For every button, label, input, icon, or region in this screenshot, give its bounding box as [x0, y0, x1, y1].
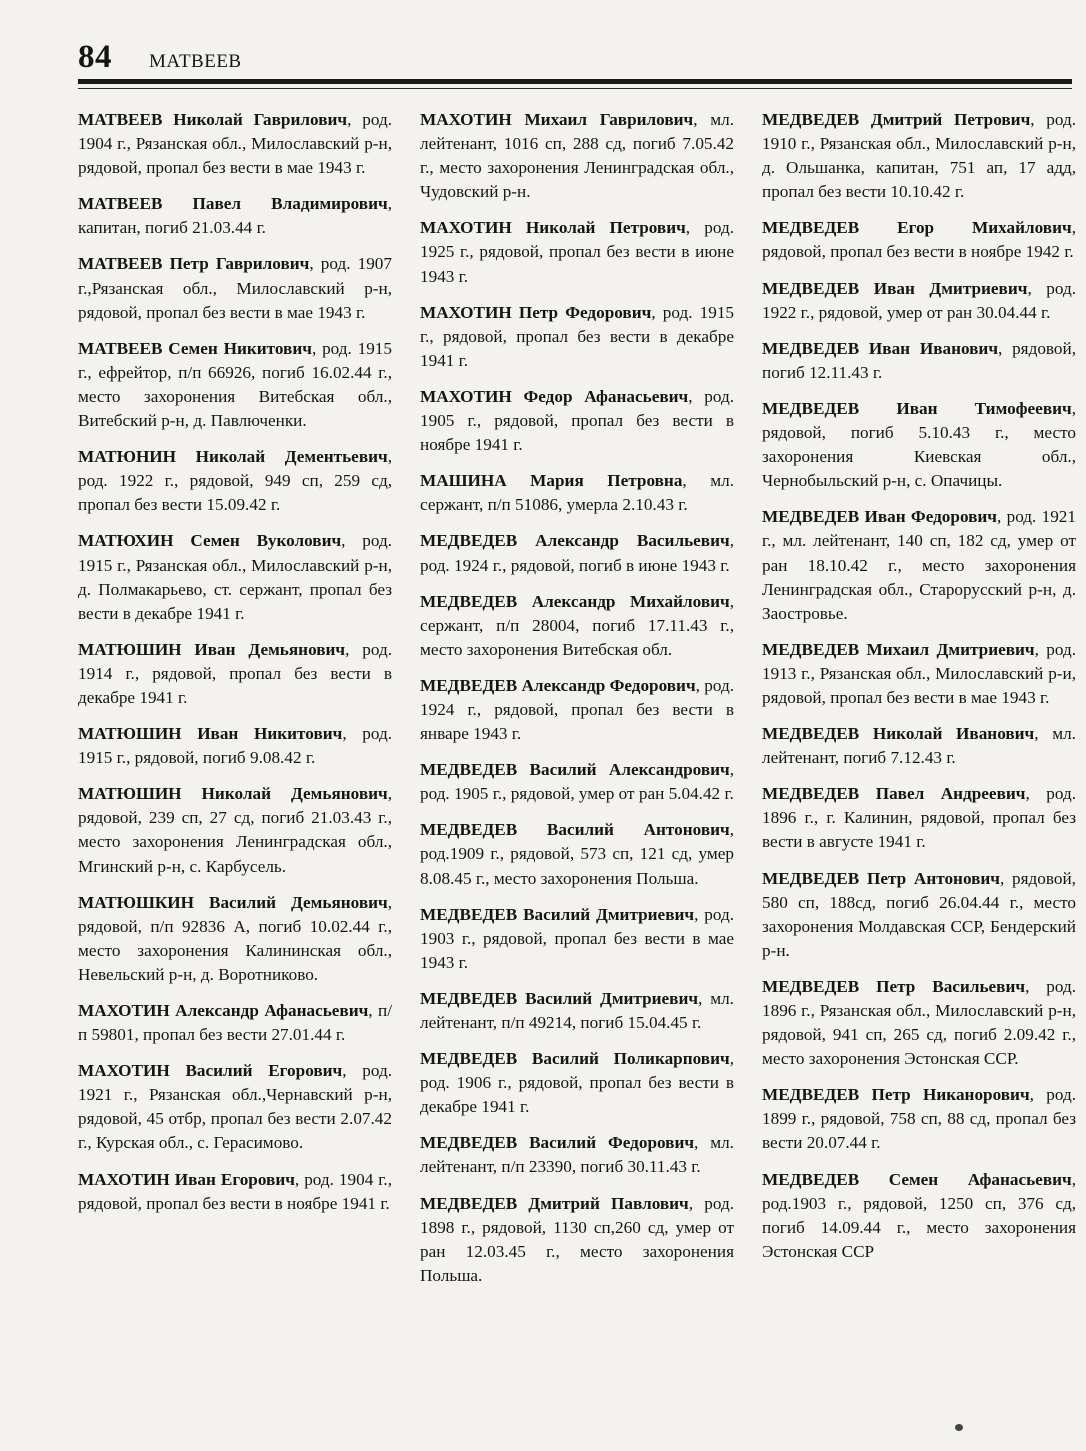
entry-name: МЕДВЕДЕВ Семен Афанасьевич [762, 1169, 1072, 1189]
entry-text: , род.1909 г., рядовой, 573 сп, 121 сд, умер 8.08.45 г., место захоронения Польша. [420, 820, 734, 888]
entry [420, 1131, 734, 1179]
entry-name: МЕДВЕДЕВ Иван Федорович [762, 507, 997, 527]
column-2 [420, 108, 734, 1300]
entry-name: МАТЮШИН Николай Демьянович [78, 784, 388, 804]
entry-name: МАТЮНИН Николай Дементьевич [78, 447, 388, 467]
entry [78, 999, 392, 1047]
entry-text: , мл. лейтенант, 1016 сп, 288 сд, погиб 7.05.42 г., место захоронения Ленинградская обл., Чудовский р-н. [420, 110, 734, 202]
running-head: МАТВЕЕВ [149, 51, 242, 72]
entry [762, 722, 1076, 770]
entry-name: МАТЮШИН Иван Демьянович [78, 639, 346, 659]
entry-name: МАХОТИН Михаил Гаврилович [420, 110, 694, 129]
entry-text: , п/п 59801, пропал без вести 27.01.44 г. [78, 1001, 392, 1045]
entry [762, 216, 1076, 264]
entry [78, 337, 392, 433]
entry-name: МАТВЕЕВ Николай Гаврилович [78, 110, 348, 129]
entry-name: МЕДВЕДЕВ Иван Дмитриевич [762, 278, 1028, 298]
entry-text: , сержант, п/п 28004, погиб 17.11.43 г., место захоронения Витебская обл. [420, 591, 734, 659]
entry [420, 987, 734, 1035]
entry [762, 782, 1076, 854]
entry [78, 782, 392, 878]
entry-name: МЕДВЕДЕВ Александр Михайлович [420, 591, 730, 611]
entry [762, 277, 1076, 325]
entry-text: , род. 1910 г., Рязанская обл., Милославский р-н, д. Ольшанка, капитан, 751 ап, 17 адд, пропал без вести 10.10.42 г. [762, 110, 1076, 202]
entry-text: , капитан, погиб 21.03.44 г. [78, 194, 392, 238]
entry [762, 975, 1076, 1071]
entry [420, 529, 734, 577]
entry [78, 529, 392, 625]
entry [420, 216, 734, 288]
entry [78, 638, 392, 710]
entry-text: , род. 1922 г., рядовой, умер от ран 30.04.44 г. [762, 278, 1076, 322]
entry [762, 867, 1076, 963]
entry-name: МЕДВЕДЕВ Василий Дмитриевич [420, 988, 699, 1008]
entry [78, 722, 392, 770]
column-3 [762, 108, 1076, 1276]
entry-text: , род.1903 г., рядовой, 1250 сп, 376 сд, погиб 14.09.44 г., место захоронения Эстонская ССР [762, 1169, 1076, 1261]
entry [420, 818, 734, 890]
entry-name: МЕДВЕДЕВ Василий Поликарпович [420, 1049, 730, 1069]
entry [420, 903, 734, 975]
entry-name: МАХОТИН Петр Федорович [420, 302, 652, 322]
entry-name: МЕДВЕДЕВ Дмитрий Павлович [420, 1193, 689, 1213]
entry [78, 252, 392, 324]
entry-text: , род. 1922 г., рядовой, 949 сп, 259 сд, пропал без вести 15.09.42 г. [78, 447, 392, 515]
entry-text: , рядовой, 580 сп, 188сд, погиб 26.04.44 г., место захоронения Молдавская ССР, Бендерский р-н. [762, 868, 1076, 960]
entry [762, 1168, 1076, 1264]
entry-text: , род. 1924 г., рядовой, пропал без вести в январе 1943 г. [420, 675, 734, 744]
entry [78, 108, 392, 180]
entry-name: МЕДВЕДЕВ Михаил Дмитриевич [762, 639, 1035, 659]
entry [762, 1083, 1076, 1155]
entry-name: МЕДВЕДЕВ Егор Михайлович [762, 218, 1072, 238]
entry [78, 1168, 392, 1216]
entry [420, 758, 734, 806]
entry [762, 108, 1076, 204]
entry [420, 385, 734, 457]
entry [762, 397, 1076, 493]
entry-name: МАХОТИН Иван Егорович [78, 1169, 295, 1189]
ink-stain [955, 1424, 963, 1431]
entry-name: МЕДВЕДЕВ Иван Тимофеевич [762, 398, 1072, 418]
entry-name: МАХОТИН Василий Егорович [78, 1061, 343, 1081]
entry-text: , род. 1904 г., Рязанская обл., Милославский р-н, рядовой, пропал без вести в мае 1943 г. [78, 110, 392, 178]
entry-text: , род. 1906 г., рядовой, пропал без вести в декабре 1941 г. [420, 1049, 734, 1117]
entry [420, 590, 734, 662]
entry-text: , род. 1896 г., Рязанская обл., Милославский р-н, рядовой, 941 сп, 265 сд, погиб 2.09.42 г., место захоронения Эстонская ССР. [762, 976, 1077, 1069]
entry-name: МЕДВЕДЕВ Петр Васильевич [762, 976, 1026, 996]
entry-name: МЕДВЕДЕВ Василий Федорович [420, 1133, 695, 1153]
entry-text: , мл. лейтенант, п/п 49214, погиб 15.04.45 г. [420, 988, 734, 1032]
entry-text: , род. 1915 г., рядовой, пропал без вести в декабре 1941 г. [420, 302, 735, 370]
entry-text: , род. 1913 г., Рязанская обл., Милославский р-и, рядовой, пропал без вести в мае 1943 г. [762, 639, 1076, 707]
entry [420, 469, 734, 517]
entry-text: , рядовой, погиб 12.11.43 г. [762, 338, 1076, 382]
entry [762, 505, 1076, 625]
entry [78, 445, 392, 517]
entry-name: МАТЮШИН Иван Никитович [78, 724, 343, 744]
entry-text: , род. 1925 г., рядовой, пропал без вести в июне 1943 г. [420, 218, 734, 286]
entry-text: , род. 1915 г., ефрейтор, п/п 66926, погиб 16.02.44 г., место захоронения Витебская обл., Витебский р-н, д. Павлюченки. [78, 338, 392, 431]
page-header [78, 40, 1026, 76]
entry-text: , род. 1898 г., рядовой, 1130 сп,260 сд, умер от ран 12.03.45 г., место захоронения Польша. [420, 1193, 734, 1285]
entry [420, 108, 734, 204]
entry-text: , род. 1899 г., рядовой, 758 сп, 88 сд, пропал без вести 20.07.44 г. [762, 1085, 1077, 1153]
entry-name: МЕДВЕДЕВ Петр Антонович [762, 868, 1000, 888]
entry-name: МЕДВЕДЕВ Дмитрий Петрович [762, 110, 1031, 129]
entry-name: МАТВЕЕВ Семен Никитович [78, 338, 312, 358]
entry-text: , род. 1921 г., Рязанская обл.,Чернавский р-н, рядовой, 45 отбр, пропал без вести 2.07.42 г., Курская обл., с. Герасимово. [78, 1061, 392, 1153]
entry-name: МАХОТИН Федор Афанасьевич [420, 386, 689, 406]
entry-text: , род. 1905 г., рядовой, умер от ран 5.04.42 г. [420, 760, 734, 804]
entry-text: , род. 1904 г., рядовой, пропал без вести в ноябре 1941 г. [78, 1169, 393, 1213]
entry-name: МЕДВЕДЕВ Николай Иванович [762, 724, 1035, 744]
entry-text: , рядовой, п/п 92836 А, погиб 10.02.44 г., место захоронения Калининская обл., Невельский р-н, д. Воротниково. [78, 892, 392, 984]
entry [420, 1192, 734, 1288]
entry [762, 638, 1076, 710]
entry-name: МАТЮХИН Семен Вуколович [78, 531, 342, 551]
entry-text: , род. 1915 г., рядовой, погиб 9.08.42 г. [78, 724, 392, 768]
entry [420, 1047, 734, 1119]
page-number: 84 [78, 39, 112, 75]
entry-name: МАТВЕЕВ Петр Гаврилович [78, 254, 310, 274]
entry-name: МАХОТИН Николай Петрович [420, 218, 686, 238]
entry-name: МАШИНА Мария Петровна [420, 471, 683, 491]
entry-text: , род. 1921 г., мл. лейтенант, 140 сп, 182 сд, умер от ран 18.10.42 г., место захоронения Ленинградская обл., Старорусский р-н, д. Заостровье. [762, 507, 1076, 623]
entry-text: , род. 1907 г.,Рязанская обл., Милославский р-н, рядовой, пропал без вести в мае 1943 г. [78, 254, 392, 322]
entry-text: , рядовой, погиб 5.10.43 г., место захоронения Киевская обл., Чернобыльский р-н, с. Опачицы. [762, 398, 1076, 491]
entry-name: МЕДВЕДЕВ Василий Александрович [420, 760, 730, 780]
entry-text: , рядовой, 239 сп, 27 сд, погиб 21.03.43 г., место захоронения Ленинградская обл., Мгинский р-н, с. Карбусель. [78, 784, 392, 876]
entry-name: МЕДВЕДЕВ Александр Федорович [420, 675, 696, 695]
entry-text: , мл. лейтенант, погиб 7.12.43 г. [762, 724, 1076, 768]
header-rule-thick [78, 79, 1072, 84]
entry-name: МАХОТИН Александр Афанасьевич [78, 1001, 369, 1020]
header-rule-thin [78, 88, 1072, 89]
entry [78, 1059, 392, 1155]
entry [78, 192, 392, 240]
entry-text: , род. 1903 г., рядовой, пропал без вести в мае 1943 г. [420, 904, 734, 972]
entry-name: МЕДВЕДЕВ Василий Дмитриевич [420, 904, 695, 924]
entry [420, 674, 734, 746]
column-1 [78, 108, 392, 1228]
entry-name: МАТВЕЕВ Павел Владимирович [78, 194, 388, 214]
entry [762, 337, 1076, 385]
entry-text: , род. 1915 г., Рязанская обл., Милославский р-н, д. Полмакарьево, ст. сержант, пропал без вести в декабре 1941 г. [78, 531, 392, 623]
entry-text: , мл. сержант, п/п 51086, умерла 2.10.43 г. [420, 471, 734, 515]
entry-text: , род. 1905 г., рядовой, пропал без вести в ноябре 1941 г. [420, 386, 734, 455]
entry-name: МЕДВЕДЕВ Василий Антонович [420, 820, 730, 840]
entry-text: , род. 1924 г., рядовой, погиб в июне 1943 г. [420, 531, 734, 575]
entry-text: , род. 1896 г., г. Калинин, рядовой, пропал без вести в августе 1941 г. [762, 784, 1076, 852]
text-columns [0, 108, 1086, 1451]
entry [420, 301, 734, 373]
entry-name: МАТЮШКИН Василий Демьянович [78, 892, 388, 912]
entry-name: МЕДВЕДЕВ Петр Никанорович [762, 1085, 1030, 1105]
entry-text: , рядовой, пропал без вести в ноябре 1942 г. [762, 218, 1076, 262]
entry-text: , род. 1914 г., рядовой, пропал без вести в декабре 1941 г. [78, 639, 393, 707]
entry-text: , мл. лейтенант, п/п 23390, погиб 30.11.43 г. [420, 1133, 734, 1177]
entry-name: МЕДВЕДЕВ Александр Васильевич [420, 531, 730, 551]
entry-name: МЕДВЕДЕВ Иван Иванович [762, 338, 999, 358]
entry [78, 891, 392, 987]
entry-name: МЕДВЕДЕВ Павел Андреевич [762, 784, 1026, 804]
